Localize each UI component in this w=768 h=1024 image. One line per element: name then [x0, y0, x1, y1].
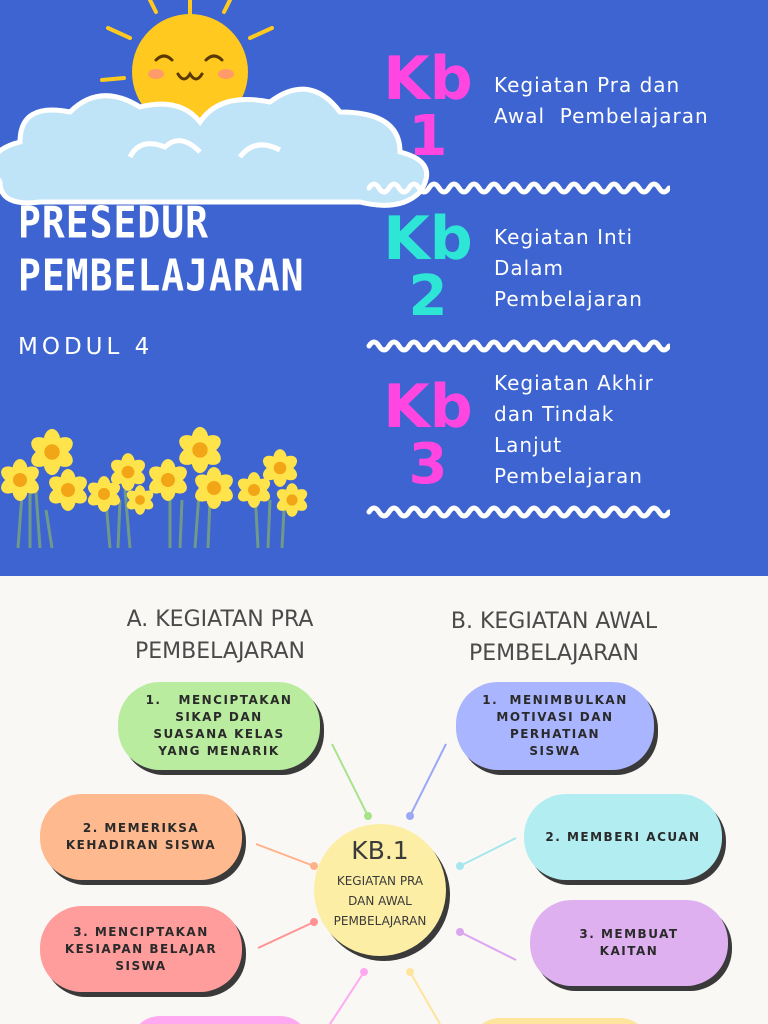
center-subtitle — [314, 871, 446, 931]
kb2-description — [494, 222, 643, 315]
daffodil-bloom — [192, 467, 236, 509]
left-item-1-line: 1. MENCIPTAKAN — [145, 693, 293, 707]
left-item-1 — [118, 682, 320, 770]
kb1-description — [494, 70, 709, 132]
right-item-1 — [456, 682, 654, 770]
right-item-1-line: MOTIVASI DAN — [496, 710, 614, 724]
kb1-desc-line: Awal Pembelajaran — [494, 104, 709, 128]
kb3-desc-line: Lanjut — [494, 433, 563, 457]
right-item-3 — [530, 900, 728, 986]
kb2-badge — [378, 204, 478, 329]
kb3-label: Kb — [383, 372, 473, 442]
right-item-2 — [524, 794, 722, 880]
center-subtitle-line: DAN AWAL — [348, 894, 412, 908]
right-item-3-line: KAITAN — [599, 944, 659, 958]
kb3-desc-line: dan Tindak — [494, 402, 615, 426]
center-title: KB.1 — [351, 836, 409, 865]
kb1-number: 1 — [408, 104, 448, 169]
left-item-3 — [40, 906, 242, 992]
wave-divider-2 — [365, 336, 670, 356]
right-item-4-partial — [470, 1018, 650, 1024]
kb1-label: Kb — [383, 44, 473, 114]
center-subtitle-line: PEMBELAJARAN — [333, 914, 427, 928]
left-item-1-line: YANG MENARIK — [158, 744, 280, 758]
kb3-desc-line: Pembelajaran — [494, 464, 643, 488]
right-item-1-line: SISWA — [529, 744, 581, 758]
title-line-1: PRESEDUR — [18, 197, 210, 248]
kb2-desc-line: Dalam — [494, 256, 564, 280]
daffodil-bloom — [274, 483, 309, 517]
left-item-4-partial — [130, 1016, 310, 1024]
kb2-label: Kb — [383, 204, 473, 274]
kb2-number: 2 — [408, 264, 448, 329]
left-item-1-line: SIKAP DAN — [175, 710, 263, 724]
left-item-3-line: SISWA — [115, 958, 167, 973]
heading-a-line: A. KEGIATAN PRA — [126, 607, 314, 632]
right-item-1-line: PERHATIAN — [509, 727, 601, 741]
daffodil-bloom — [176, 427, 224, 473]
left-item-2-line: 2. MEMERIKSA — [82, 821, 200, 835]
right-item-3-line: 3. MEMBUAT — [579, 927, 679, 941]
mindmap-section — [0, 576, 768, 1024]
kb1-desc-line: Kegiatan Pra dan — [494, 73, 681, 97]
center-subtitle-line: KEGIATAN PRA — [336, 874, 424, 888]
left-item-2-line: KEHADIRAN SISWA — [65, 838, 217, 852]
left-item-2 — [40, 794, 242, 880]
module-label: MODUL 4 — [18, 334, 154, 360]
kb3-number: 3 — [408, 432, 448, 497]
title-line-2: PEMBELAJARAN — [18, 250, 305, 301]
kb3-badge — [378, 372, 478, 497]
heading-a-line: PEMBELAJARAN — [134, 639, 305, 664]
kb1-badge — [378, 44, 478, 169]
wave-divider-1 — [365, 178, 670, 198]
kb3-desc-line: Kegiatan Akhir — [494, 371, 654, 395]
daffodil-blooms — [0, 420, 320, 555]
daffodil-bloom — [46, 469, 90, 511]
heading-b-line: PEMBELAJARAN — [468, 641, 639, 666]
kb3-description — [494, 368, 654, 492]
center-node — [314, 824, 446, 956]
left-item-1-line: SUASANA KELAS — [153, 727, 285, 741]
kb2-desc-line: Pembelajaran — [494, 287, 643, 311]
right-item-2-line: 2. MEMBERI ACUAN — [545, 829, 701, 844]
right-item-1-line: 1. MENIMBULKAN — [482, 693, 628, 707]
left-item-3-line: KESIAPAN BELAJAR — [64, 941, 218, 956]
left-item-3-line: 3. MENCIPTAKAN — [73, 924, 209, 939]
heading-b-line: B. KEGIATAN AWAL — [450, 609, 658, 634]
wave-divider-3 — [365, 502, 670, 522]
kb2-desc-line: Kegiatan Inti — [494, 225, 634, 249]
